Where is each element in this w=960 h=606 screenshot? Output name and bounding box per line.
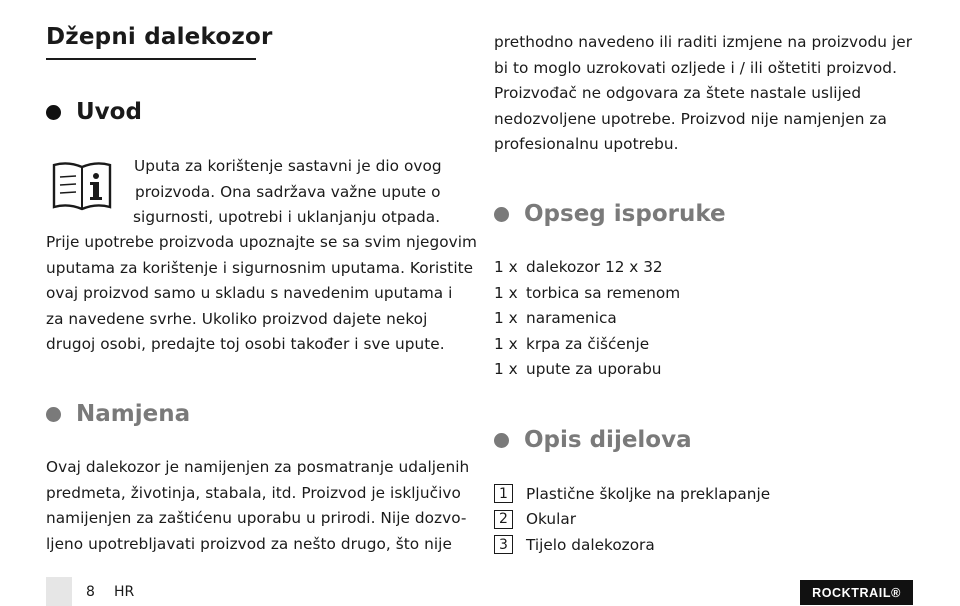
item-qty: 1 x [494, 360, 518, 378]
item-qty: 1 x [494, 258, 518, 276]
heading-opseg-isporuke [494, 201, 726, 227]
item-label: upute za uporabu [526, 360, 662, 378]
namjena-body [46, 455, 469, 557]
bullet-dot-icon [494, 207, 509, 222]
part-label: Okular [526, 510, 577, 529]
part-label: Plastične školjke na preklapanje [526, 484, 771, 503]
uvod-icon-intro [134, 154, 442, 231]
namjena-continued [494, 30, 912, 158]
heading-uvod-text: Uvod [76, 99, 142, 125]
page-title: Džepni dalekozor [46, 24, 273, 50]
part-number-box: 1 [494, 484, 513, 503]
list-item [494, 332, 680, 358]
heading-uvod [46, 99, 142, 125]
text-line: Prije upotrebe proizvoda upoznajte se sa svim njegovim [46, 233, 477, 251]
text-line: bi to moglo uzrokovati ozljede i / ili oštetiti proizvod. [494, 58, 897, 77]
heading-opseg-text: Opseg isporuke [524, 201, 726, 227]
text-line: sigurnosti, upotrebi i uklanjanju otpada. [133, 208, 441, 226]
text-line: profesionalnu upotrebu. [494, 135, 679, 153]
item-qty: 1 x [494, 334, 518, 353]
item-label: krpa za čišćenje [526, 334, 650, 353]
heading-opis-text: Opis dijelova [524, 427, 692, 453]
footer-page-tab [46, 577, 72, 606]
bullet-dot-icon [46, 407, 61, 422]
text-line: uputama za korištenje i sigurnosnim uputama. Koristite [46, 258, 474, 277]
text-line: ljeno upotrebljavati proizvod za nešto drugo, što nije [46, 534, 452, 553]
list-item [494, 532, 770, 558]
list-item [494, 481, 770, 507]
list-item [494, 306, 680, 332]
text-line: Uputa za korištenje sastavni je dio ovog [134, 157, 442, 175]
heading-opis-dijelova [494, 427, 692, 453]
brand-logo: ROCKTRAIL® [800, 580, 913, 605]
uvod-body [46, 230, 477, 358]
list-item [494, 507, 770, 533]
text-line: Ovaj dalekozor je namijenjen za posmatranje udaljenih [46, 458, 470, 476]
item-qty: 1 x [494, 309, 518, 327]
part-number-box: 3 [494, 535, 513, 554]
text-line: nedozvoljene upotrebe. Proizvod nije namjenjen za [494, 109, 887, 128]
list-item [494, 357, 680, 383]
text-line: namijenjen za zaštićenu uporabu u prirodi. Nije dozvo- [46, 509, 467, 527]
info-book-icon [50, 157, 114, 213]
text-line: ovaj proizvod samo u skladu s navedenim uputama i [46, 284, 453, 302]
list-item [494, 281, 680, 307]
item-label: naramenica [526, 309, 617, 327]
text-line: drugoj osobi, predajte toj osobi također i sve upute. [46, 335, 445, 353]
part-number-box: 2 [494, 510, 513, 529]
language-code: HR [114, 584, 135, 600]
text-line: proizvoda. Ona sadržava važne upute o [135, 182, 441, 201]
item-label: dalekozor 12 x 32 [526, 258, 663, 276]
item-qty: 1 x [494, 283, 518, 302]
item-label: torbica sa remenom [526, 283, 681, 302]
text-line: predmeta, životinja, stabala, itd. Proizvod je isključivo [46, 483, 461, 502]
part-label: Tijelo dalekozora [526, 535, 655, 554]
parts-list [494, 481, 770, 558]
list-item [494, 255, 680, 281]
text-line: Proizvođač ne odgovara za štete nastale uslijed [494, 84, 862, 102]
bullet-dot-icon [46, 105, 61, 120]
title-underline [46, 58, 256, 60]
heading-namjena-text: Namjena [76, 401, 191, 427]
bullet-dot-icon [494, 433, 509, 448]
delivery-list [494, 255, 680, 383]
text-line: prethodno navedeno ili raditi izmjene na proizvodu jer [494, 33, 913, 51]
text-line: za navedene svrhe. Ukoliko proizvod dajete nekoj [46, 309, 428, 328]
page-number: 8 [86, 584, 95, 600]
heading-namjena [46, 401, 190, 427]
